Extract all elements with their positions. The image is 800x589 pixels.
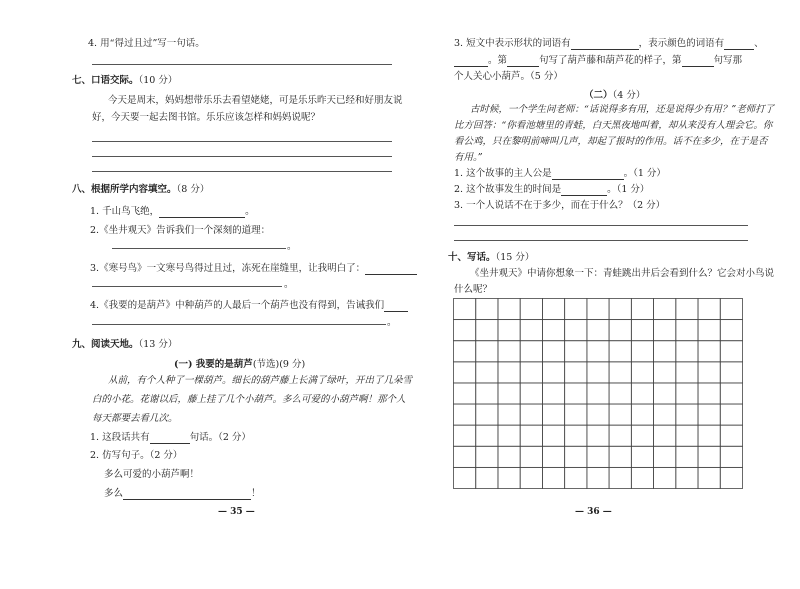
section7-line2: 好，今天要一起去图书馆。乐乐应该怎样和妈妈说呢？: [92, 112, 321, 123]
grid-cell[interactable]: [542, 362, 564, 383]
grid-cell[interactable]: [565, 404, 587, 425]
grid-cell[interactable]: [698, 299, 720, 320]
grid-cell[interactable]: [698, 362, 720, 383]
grid-cell[interactable]: [720, 425, 742, 446]
q4-period: 。: [387, 317, 397, 328]
fill-blank[interactable]: [682, 56, 714, 67]
grid-cell[interactable]: [454, 467, 476, 488]
grid-cell[interactable]: [498, 320, 520, 341]
grid-cell[interactable]: [654, 425, 676, 446]
grid-cell[interactable]: [609, 383, 631, 404]
section9-heading: 九、阅读天地。（13 分）: [72, 339, 178, 350]
part2-q2: 2. 这个故事发生的时间是 。（1 分）: [454, 184, 650, 195]
fill-blank[interactable]: [507, 56, 539, 67]
grid-cell[interactable]: [631, 446, 653, 467]
answer-line[interactable]: [92, 64, 392, 65]
fill-blank[interactable]: [454, 56, 488, 67]
grid-cell[interactable]: [520, 341, 542, 362]
grid-cell[interactable]: [476, 362, 498, 383]
grid-cell[interactable]: [631, 383, 653, 404]
grid-cell[interactable]: [587, 425, 609, 446]
grid-cell[interactable]: [520, 299, 542, 320]
grid-cell[interactable]: [654, 383, 676, 404]
q3-period: 。: [284, 279, 294, 290]
grid-cell[interactable]: [609, 404, 631, 425]
grid-cell[interactable]: [565, 320, 587, 341]
fill-blank[interactable]: [724, 39, 754, 50]
grid-cell[interactable]: [698, 425, 720, 446]
grid-cell[interactable]: [609, 320, 631, 341]
grid-cell[interactable]: [720, 383, 742, 404]
grid-cell[interactable]: [498, 362, 520, 383]
grid-cell[interactable]: [676, 425, 698, 446]
section7-line1: 今天是周末，妈妈想带乐乐去看望姥姥，可是乐乐昨天已经和好朋友说: [108, 95, 403, 106]
grid-cell[interactable]: [454, 320, 476, 341]
page-number-right: — 36 —: [575, 507, 612, 517]
grid-cell[interactable]: [720, 341, 742, 362]
grid-cell[interactable]: [520, 446, 542, 467]
grid-cell[interactable]: [542, 446, 564, 467]
grid-cell[interactable]: [542, 404, 564, 425]
grid-cell[interactable]: [654, 320, 676, 341]
grid-cell[interactable]: [654, 404, 676, 425]
grid-cell[interactable]: [454, 362, 476, 383]
fill-blank[interactable]: [552, 169, 624, 180]
passage2-line1: 古时候，一个学生问老师：“话说得多有用，还是说得少有用？”老师打了: [470, 104, 775, 115]
grid-cell[interactable]: [631, 404, 653, 425]
section9-q2: 2. 仿写句子。（2 分）: [90, 450, 183, 461]
grid-cell[interactable]: [587, 404, 609, 425]
grid-cell[interactable]: [542, 341, 564, 362]
fill-blank[interactable]: [150, 433, 190, 444]
page-number: — 35 —: [218, 507, 255, 517]
grid-cell[interactable]: [698, 446, 720, 467]
grid-cell[interactable]: [698, 467, 720, 488]
part1-q3-line2: 。第 句写了葫芦藤和葫芦花的样子，第 句写那: [454, 54, 742, 67]
writing-grid[interactable]: [453, 298, 743, 489]
grid-cell[interactable]: [498, 467, 520, 488]
grid-cell[interactable]: [587, 383, 609, 404]
grid-cell[interactable]: [542, 425, 564, 446]
section8-q3: 3.《寒号鸟》一文寒号鸟得过且过，冻死在崖缝里，让我明白了：: [90, 262, 417, 275]
part2-q3: 3. 一个人说话不在于多少，而在于什么？（2 分）: [454, 200, 666, 211]
fill-blank[interactable]: [159, 207, 245, 218]
grid-cell[interactable]: [676, 362, 698, 383]
passage2-line2: 比方回答：“你看池塘里的青蛙，白天黑夜地叫着，却从来没有人理会它。你: [454, 120, 773, 131]
grid-cell[interactable]: [720, 299, 742, 320]
grid-cell[interactable]: [676, 320, 698, 341]
grid-cell[interactable]: [542, 299, 564, 320]
grid-cell[interactable]: [565, 425, 587, 446]
grid-cell[interactable]: [676, 404, 698, 425]
answer-line[interactable]: [454, 225, 748, 226]
grid-cell[interactable]: [609, 446, 631, 467]
grid-cell[interactable]: [476, 467, 498, 488]
part2-q1: 1. 这个故事的主人公是 。（1 分）: [454, 168, 666, 179]
example-sentence: 多么可爱的小葫芦啊！: [104, 469, 200, 480]
grid-cell[interactable]: [654, 362, 676, 383]
passage1-line3: 每天都要去看几次。: [92, 413, 178, 424]
fill-blank[interactable]: [571, 39, 639, 50]
grid-cell[interactable]: [587, 446, 609, 467]
writing-prompt-line1: 《坐井观天》中请你想象一下：青蛙跳出井后会看到什么？它会对小鸟说: [470, 268, 775, 279]
grid-cell[interactable]: [631, 467, 653, 488]
section7-heading: 七、口语交际。（10 分）: [72, 75, 178, 86]
grid-cell[interactable]: [476, 341, 498, 362]
grid-cell[interactable]: [631, 341, 653, 362]
grid-cell[interactable]: [454, 404, 476, 425]
fill-blank[interactable]: [123, 489, 251, 500]
grid-cell[interactable]: [520, 362, 542, 383]
grid-cell[interactable]: [476, 425, 498, 446]
passage2-line3: 看公鸡，只在黎明前啼叫几声，却起了报时的作用。话不在多少，在于是否: [454, 136, 768, 147]
grid-cell[interactable]: [609, 362, 631, 383]
grid-cell[interactable]: [676, 341, 698, 362]
grid-cell[interactable]: [587, 299, 609, 320]
grid-cell[interactable]: [654, 299, 676, 320]
grid-cell[interactable]: [609, 341, 631, 362]
q4-prompt: 4. 用“得过且过”写一句话。: [88, 38, 205, 49]
grid-cell[interactable]: [498, 299, 520, 320]
section9-q1: 1. 这段话共有 句话。（2 分）: [90, 432, 251, 443]
section8-q2: 2.《坐井观天》告诉我们一个深刻的道理：: [90, 225, 271, 236]
grid-cell[interactable]: [542, 383, 564, 404]
part1-title: (一) 我要的是葫芦(节选)(9 分): [174, 359, 306, 370]
grid-cell[interactable]: [720, 467, 742, 488]
grid-cell[interactable]: [565, 467, 587, 488]
grid-cell[interactable]: [698, 404, 720, 425]
grid-cell[interactable]: [654, 446, 676, 467]
grid-cell[interactable]: [631, 299, 653, 320]
grid-cell[interactable]: [609, 467, 631, 488]
grid-cell[interactable]: [609, 299, 631, 320]
writing-grid-svg[interactable]: [453, 298, 743, 489]
answer-line[interactable]: [454, 240, 748, 241]
grid-cell[interactable]: [609, 425, 631, 446]
grid-cell[interactable]: [476, 446, 498, 467]
grid-cell[interactable]: [720, 446, 742, 467]
grid-cell[interactable]: [520, 425, 542, 446]
grid-cell[interactable]: [542, 320, 564, 341]
section8-heading: 八、根据所学内容填空。（8 分）: [72, 184, 210, 195]
grid-cell[interactable]: [631, 425, 653, 446]
grid-cell[interactable]: [454, 383, 476, 404]
grid-cell[interactable]: [587, 467, 609, 488]
passage2-line4: 有用。”: [454, 152, 483, 163]
grid-cell[interactable]: [520, 467, 542, 488]
section10-heading: 十、写话。（15 分）: [448, 252, 535, 263]
grid-cell[interactable]: [631, 362, 653, 383]
grid-cell[interactable]: [520, 320, 542, 341]
grid-cell[interactable]: [542, 467, 564, 488]
answer-line[interactable]: [92, 141, 392, 142]
answer-line[interactable]: [92, 171, 392, 172]
grid-cell[interactable]: [498, 446, 520, 467]
grid-cell[interactable]: [520, 404, 542, 425]
grid-cell[interactable]: [476, 299, 498, 320]
grid-cell[interactable]: [587, 320, 609, 341]
grid-cell[interactable]: [587, 341, 609, 362]
grid-cell[interactable]: [454, 425, 476, 446]
grid-cell[interactable]: [631, 320, 653, 341]
grid-cell[interactable]: [565, 383, 587, 404]
grid-cell[interactable]: [565, 362, 587, 383]
grid-cell[interactable]: [498, 383, 520, 404]
part1-q3-line1: 3. 短文中表示形状的词语有 ，表示颜色的词语有 、: [454, 38, 764, 49]
part1-q3-line3: 个人关心小葫芦。（5 分）: [454, 71, 563, 82]
part2-title: （二）（4 分）: [584, 90, 646, 101]
fill-blank[interactable]: [561, 185, 607, 196]
grid-cell[interactable]: [476, 320, 498, 341]
grid-cell[interactable]: [476, 383, 498, 404]
grid-cell[interactable]: [698, 383, 720, 404]
grid-cell[interactable]: [698, 341, 720, 362]
grid-cell[interactable]: [720, 404, 742, 425]
grid-cell[interactable]: [565, 341, 587, 362]
answer-line[interactable]: [92, 324, 386, 325]
grid-cell[interactable]: [587, 362, 609, 383]
grid-cell[interactable]: [698, 320, 720, 341]
grid-cell[interactable]: [454, 299, 476, 320]
grid-cell[interactable]: [720, 362, 742, 383]
grid-cell[interactable]: [454, 341, 476, 362]
grid-cell[interactable]: [720, 320, 742, 341]
q2-period: 。: [287, 241, 297, 252]
grid-cell[interactable]: [654, 467, 676, 488]
grid-cell[interactable]: [498, 425, 520, 446]
answer-line[interactable]: [92, 156, 392, 157]
grid-cell[interactable]: [520, 383, 542, 404]
section8-q4: 4.《我要的是葫芦》中种葫芦的人最后一个葫芦也没有得到，告诫我们: [90, 299, 408, 312]
grid-cell[interactable]: [676, 299, 698, 320]
section8-q1: 1. 千山鸟飞绝， 。: [90, 206, 255, 217]
passage1-line1: 从前，有个人种了一棵葫芦。细长的葫芦藤上长满了绿叶，开出了几朵雪: [108, 375, 413, 386]
imitate-sentence: 多么 ！: [104, 488, 261, 499]
passage1-line2: 白的小花。花谢以后，藤上挂了几个小葫芦。多么可爱的小葫芦啊！那个人: [92, 394, 406, 405]
writing-prompt-line2: 什么呢？: [454, 284, 493, 295]
grid-cell[interactable]: [498, 341, 520, 362]
grid-cell[interactable]: [454, 446, 476, 467]
answer-line[interactable]: [112, 248, 286, 249]
grid-cell[interactable]: [498, 404, 520, 425]
grid-cell[interactable]: [676, 467, 698, 488]
grid-cell[interactable]: [676, 383, 698, 404]
grid-cell[interactable]: [476, 404, 498, 425]
grid-cell[interactable]: [676, 446, 698, 467]
answer-line[interactable]: [92, 286, 282, 287]
grid-cell[interactable]: [565, 446, 587, 467]
grid-cell[interactable]: [565, 299, 587, 320]
grid-cell[interactable]: [654, 341, 676, 362]
